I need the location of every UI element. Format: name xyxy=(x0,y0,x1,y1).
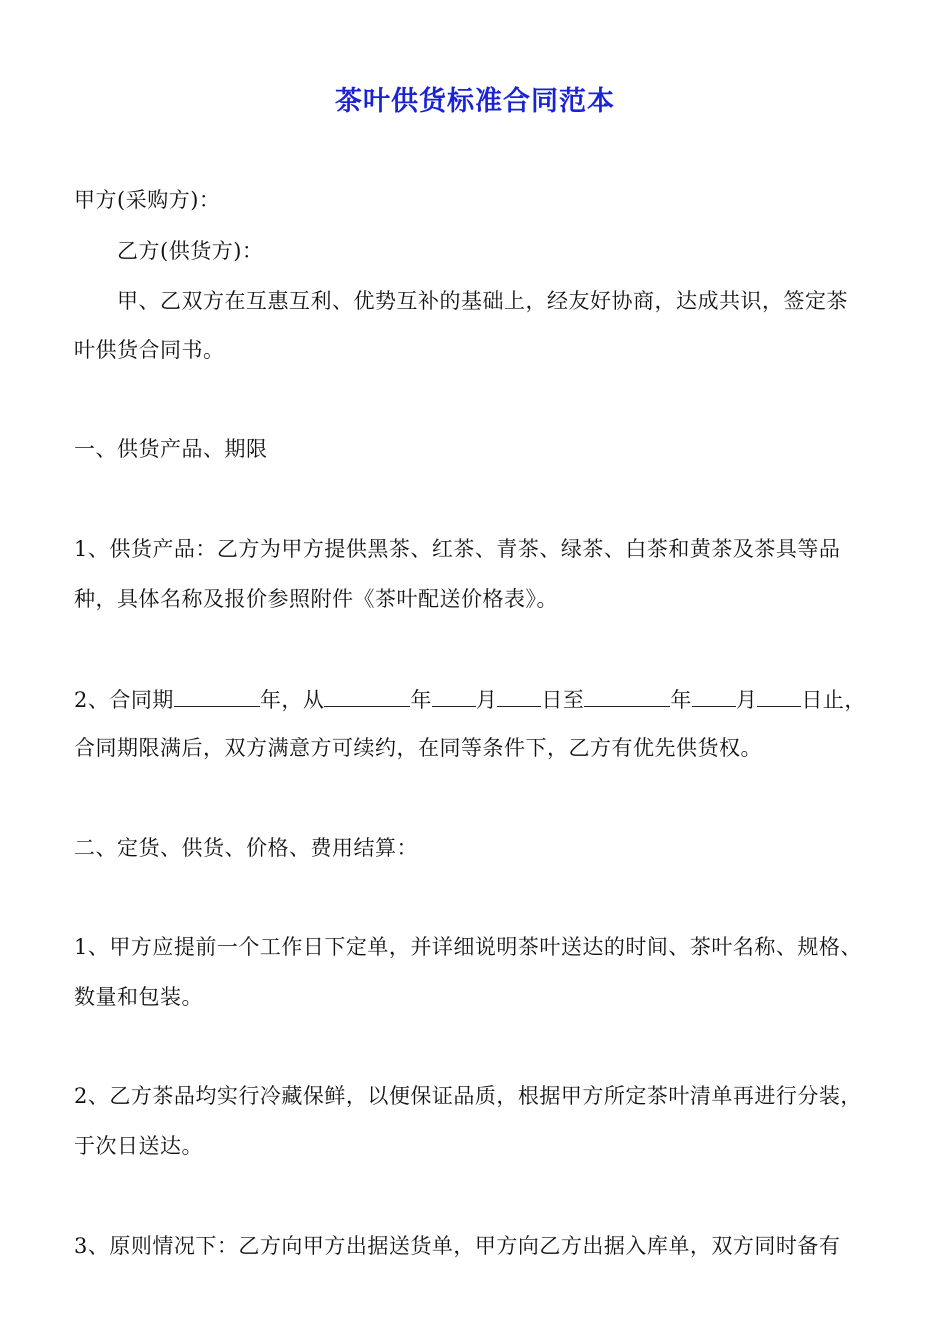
document-title: 茶叶供货标准合同范本 xyxy=(335,86,615,117)
end-month-blank xyxy=(692,684,736,707)
section-1-heading: 一、供货产品、期限 xyxy=(74,437,268,461)
section-2-item-1-line-1: 1、甲方应提前一个工作日下定单，并详细说明茶叶送达的时间、茶叶名称、规格、 xyxy=(74,935,862,959)
contract-years-blank xyxy=(174,684,260,707)
year-label: 年 xyxy=(410,688,432,712)
month-label: 月 xyxy=(475,688,498,712)
section-2-item-2-line-1: 2、乙方茶品均实行冷藏保鲜，以便保证品质，根据甲方所定茶叶清单再进行分装， xyxy=(74,1084,862,1108)
section-1-item-1-line-1: 1、供货产品：乙方为甲方提供黑茶、红茶、青茶、绿茶、白茶和黄茶及茶具等品 xyxy=(74,537,841,561)
section-2-item-3-line-1: 3、原则情况下：乙方向甲方出据送货单，甲方向乙方出据入库单，双方同时备有 xyxy=(74,1234,841,1258)
section-1-item-2-line-1 xyxy=(74,684,866,715)
section-1-item-1-line-2: 种，具体名称及报价参照附件《茶叶配送价格表》。 xyxy=(74,587,558,611)
intro-paragraph-line-2: 叶供货合同书。 xyxy=(74,338,225,362)
intro-paragraph-line-1: 甲、乙双方在互惠互利、优势互补的基础上，经友好协商，达成共识，签定茶 xyxy=(117,289,848,313)
year-unit-label: 年，从 xyxy=(259,688,325,712)
section-2-heading: 二、定货、供货、价格、费用结算： xyxy=(74,836,418,860)
end-year-blank xyxy=(584,684,670,707)
party-b-line: 乙方(供货方)： xyxy=(117,239,264,263)
party-a-line: 甲方(采购方)： xyxy=(74,188,221,212)
section-1-item-2-line-2: 合同期限满后，双方满意方可续约，在同等条件下，乙方有优先供货权。 xyxy=(74,736,762,760)
year-label-2: 年 xyxy=(670,688,692,712)
month-label-2: 月 xyxy=(735,688,758,712)
start-month-blank xyxy=(432,684,476,707)
start-year-blank xyxy=(324,684,410,707)
section-2-item-1-line-2: 数量和包装。 xyxy=(74,985,203,1009)
section-2-item-2-line-2: 于次日送达。 xyxy=(74,1134,203,1158)
day-to-label: 日至 xyxy=(541,688,585,712)
start-day-blank xyxy=(497,684,541,707)
contract-term-prefix: 2、合同期 xyxy=(74,688,174,712)
day-end-label: 日止， xyxy=(801,688,866,712)
end-day-blank xyxy=(757,684,801,707)
